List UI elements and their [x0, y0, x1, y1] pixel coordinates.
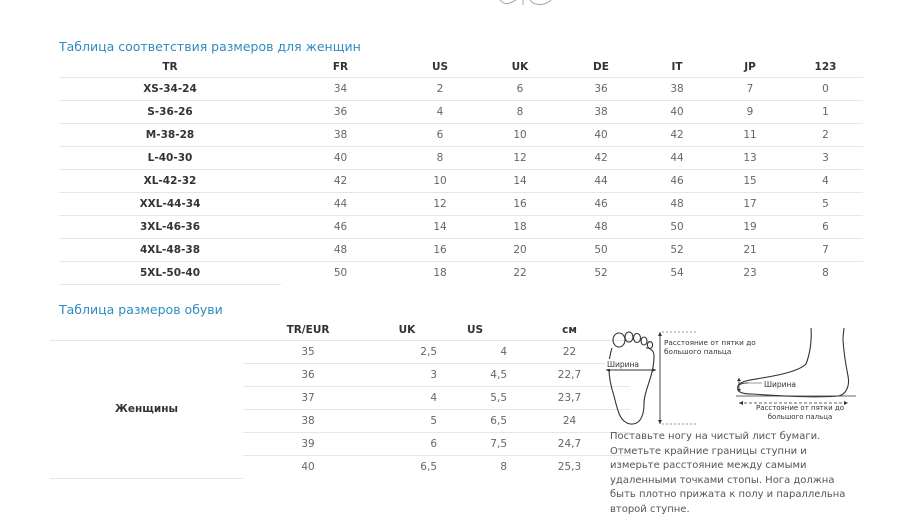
table-cell: 7,5: [441, 433, 509, 456]
table-cell: 24: [509, 410, 630, 433]
table-cell: 46: [642, 170, 712, 193]
table-cell: 0: [788, 78, 863, 101]
table-cell: M-38-28: [59, 124, 281, 147]
size-header-jp: JP: [712, 57, 788, 78]
length-label-top: Расстояние от пятки до большого пальца: [664, 338, 756, 356]
table-cell: 14: [400, 216, 480, 239]
table-cell: 22,7: [509, 364, 630, 387]
shoe-header-us: US: [441, 320, 509, 341]
table-cell: 46: [281, 216, 400, 239]
table-cell: 1: [788, 101, 863, 124]
table-cell: 6,5: [420, 461, 437, 473]
table-cell: 8: [500, 461, 507, 473]
table-cell: 4XL-48-38: [59, 239, 281, 262]
table-cell: 37: [243, 387, 373, 410]
table-cell: 42: [642, 124, 712, 147]
table-cell: 10: [400, 170, 480, 193]
table-cell: 17: [712, 193, 788, 216]
table-cell: 36: [560, 78, 642, 101]
size-header-it: IT: [642, 57, 712, 78]
table-cell: 18: [480, 216, 560, 239]
table-cell: 54: [670, 267, 684, 280]
table-cell: 40: [642, 101, 712, 124]
table-cell: 22: [513, 267, 527, 280]
table-cell: 5XL-50-40: [59, 262, 281, 285]
table-row: [59, 101, 863, 124]
table-cell: 50: [642, 216, 712, 239]
table-cell: 50: [560, 239, 642, 262]
table-cell: 36: [281, 101, 400, 124]
table-cell: 2: [788, 124, 863, 147]
table-cell: 50: [333, 267, 348, 280]
women-size-table: [59, 57, 863, 285]
table-row: [59, 147, 863, 170]
table-cell: XXL-44-34: [59, 193, 281, 216]
table-cell: 44: [560, 170, 642, 193]
table-cell: 2: [400, 78, 480, 101]
table-row: [59, 262, 863, 285]
table-cell: 52: [594, 267, 608, 280]
table-cell: 6: [480, 78, 560, 101]
table-cell: 39: [243, 433, 373, 456]
table-cell: 5: [373, 410, 441, 433]
table-cell: 48: [560, 216, 642, 239]
table-cell: 3XL-46-36: [59, 216, 281, 239]
table-cell: XS-34-24: [59, 78, 281, 101]
table-row: [50, 341, 630, 364]
size-header-de: DE: [560, 57, 642, 78]
table-cell: 44: [642, 147, 712, 170]
table-cell: 4: [373, 387, 441, 410]
table-cell: 34: [281, 78, 400, 101]
size-header-us: US: [400, 57, 480, 78]
table-cell: 24,7: [509, 433, 630, 456]
shoe-table-header-row: [50, 320, 630, 341]
table-cell: 6: [373, 433, 441, 456]
table-cell: 16: [480, 193, 560, 216]
table-cell: 4: [441, 341, 509, 364]
table-cell: 38: [243, 410, 373, 433]
table-cell: 7: [712, 78, 788, 101]
size-table-header-row: [59, 57, 863, 78]
table-cell: 2,5: [373, 341, 441, 364]
table-cell: 40: [301, 461, 315, 473]
foot-icon: [496, 0, 556, 6]
table-cell: 36: [243, 364, 373, 387]
width-label-side: Ширина: [764, 380, 797, 389]
table-cell: 23,7: [509, 387, 630, 410]
size-header-fr: FR: [281, 57, 400, 78]
table-cell: 13: [712, 147, 788, 170]
width-label-top: Ширина: [607, 360, 640, 369]
table-cell: 16: [400, 239, 480, 262]
table-cell: 38: [281, 124, 400, 147]
table-cell: 12: [480, 147, 560, 170]
table-cell: 3: [788, 147, 863, 170]
table-cell: 5: [788, 193, 863, 216]
table-cell: 12: [400, 193, 480, 216]
table-row: [59, 124, 863, 147]
table-cell: 19: [712, 216, 788, 239]
table-cell: 52: [642, 239, 712, 262]
table-row: [59, 216, 863, 239]
table-cell: 44: [281, 193, 400, 216]
shoe-header-group: [50, 320, 243, 341]
table-cell: 6: [788, 216, 863, 239]
table-cell: 22: [509, 341, 630, 364]
table-cell: 25,3: [557, 461, 582, 473]
table-cell: 42: [281, 170, 400, 193]
table-cell: 8: [480, 101, 560, 124]
table-cell: 8: [400, 147, 480, 170]
length-label-side: Расстояние от пятки до большого пальца: [755, 404, 844, 421]
table-cell: 48: [642, 193, 712, 216]
shoe-header-uk: UK: [373, 320, 441, 341]
table-row: [59, 239, 863, 262]
size-header-tr: TR: [59, 57, 281, 78]
table-cell: 6,5: [441, 410, 509, 433]
table-cell: 42: [560, 147, 642, 170]
table-cell: 8: [822, 267, 829, 280]
size-table-title: Таблица соответствия размеров для женщин: [59, 39, 361, 54]
table-cell: 4: [788, 170, 863, 193]
table-row: [59, 170, 863, 193]
shoe-table-title: Таблица размеров обуви: [59, 302, 223, 317]
table-cell: 4,5: [441, 364, 509, 387]
table-cell: 21: [712, 239, 788, 262]
table-cell: 40: [281, 147, 400, 170]
table-cell: 48: [281, 239, 400, 262]
table-cell: XL-42-32: [59, 170, 281, 193]
table-cell: 35: [243, 341, 373, 364]
table-cell: 14: [480, 170, 560, 193]
table-cell: 6: [400, 124, 480, 147]
table-cell: 46: [560, 193, 642, 216]
table-cell: 38: [560, 101, 642, 124]
table-row: [59, 193, 863, 216]
table-cell: 15: [712, 170, 788, 193]
table-cell: 9: [712, 101, 788, 124]
table-cell: 3: [373, 364, 441, 387]
table-cell: 20: [480, 239, 560, 262]
table-cell: 40: [560, 124, 642, 147]
table-cell: 5,5: [441, 387, 509, 410]
foot-measurement-illustration: [598, 326, 856, 430]
shoe-size-table: [50, 320, 630, 479]
women-group-label: Женщины: [50, 341, 243, 479]
table-row: [59, 78, 863, 101]
table-cell: 23: [743, 267, 757, 280]
shoe-header-eur: TR/EUR: [243, 320, 373, 341]
table-cell: 38: [642, 78, 712, 101]
table-cell: L-40-30: [59, 147, 281, 170]
table-cell: 11: [712, 124, 788, 147]
shoe-header-cm: см: [509, 320, 630, 341]
table-cell: S-36-26: [59, 101, 281, 124]
size-header-123: 123: [788, 57, 863, 78]
table-cell: 10: [480, 124, 560, 147]
size-header-uk: UK: [480, 57, 560, 78]
measurement-instructions: Поставьте ногу на чистый лист бумаги. Отметьте крайние границы ступни и измерьте расстояние между самыми удаленными точками стопы. Нога должна быть плотно прижата к полу и параллельна второй ступне.: [610, 431, 846, 515]
table-cell: 7: [788, 239, 863, 262]
table-cell: 18: [433, 267, 447, 280]
table-cell: 4: [400, 101, 480, 124]
